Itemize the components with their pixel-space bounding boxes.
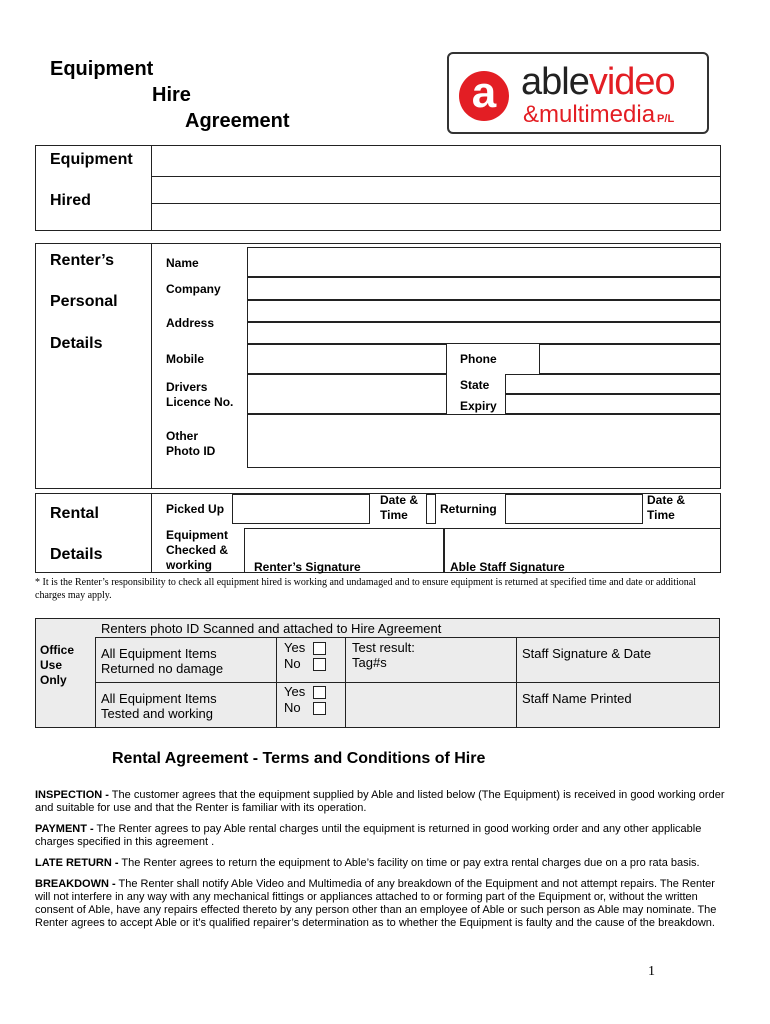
- renter-label: Renter’s: [50, 252, 115, 269]
- staff-signature-label: Able Staff Signature: [450, 560, 565, 574]
- phone-label: Phone: [460, 352, 497, 366]
- returned-no-checkbox[interactable]: [313, 658, 326, 671]
- returning-field[interactable]: [505, 494, 643, 524]
- state-label: State: [460, 378, 490, 392]
- company-label: Company: [166, 282, 221, 296]
- tested-yes-checkbox[interactable]: [313, 686, 326, 699]
- return-date-time-label: [647, 493, 685, 523]
- logo-mark: a: [459, 71, 509, 121]
- pickup-date-field[interactable]: [426, 494, 436, 524]
- other-photo-id-field[interactable]: [247, 414, 721, 468]
- terms-breakdown: [35, 878, 725, 930]
- personal-label: Personal: [50, 293, 118, 310]
- checked-line-2: Checked &: [166, 543, 229, 557]
- logo-word-able: able: [521, 61, 589, 103]
- responsibility-note: * It is the Renter’s responsibility to check all equipment hired is working and undamaged and to ensure equipment is returned at specified time and date or additional charges may apply.: [35, 577, 697, 601]
- address-field-1[interactable]: [247, 300, 721, 322]
- office-label-line-1: Office: [40, 643, 75, 657]
- logo-subtext: [523, 102, 674, 132]
- breakdown-text: The Renter shall notify Able Video and Multimedia of any breakdown of the Equipment and not attempt repairs. The Renter will not interfere in any way with any mechanical fittings or appliances attached to or forming part of the Equipment or, without the written consent of Able, have any repairs effected thereto by any person other than an employee of Able or such person as Able may nominate. The Renter agrees to accept Able or it’s qualified repairer’s determination as to whether the Equipment is faulty and the cause of the breakdown.: [35, 878, 717, 929]
- test-result-line-1: Test result:: [352, 640, 415, 655]
- returning-label: Returning: [440, 502, 497, 516]
- company-field[interactable]: [247, 277, 721, 300]
- other-label-line-1: Other: [166, 429, 199, 443]
- returned-yes-label: Yes: [284, 640, 306, 655]
- tested-no-label: No: [284, 700, 301, 715]
- returned-no-label: No: [284, 656, 301, 671]
- payment-text: The Renter agrees to pay Able rental charges until the equipment is returned in good working order and any other applicable charges specified in this agreement .: [35, 823, 702, 848]
- phone-field[interactable]: [539, 344, 721, 374]
- tested-line-1: All Equipment Items: [101, 691, 217, 706]
- other-label-line-2: Photo ID: [166, 444, 216, 458]
- title-line-3: Agreement: [185, 110, 290, 132]
- name-label: Name: [166, 256, 199, 270]
- returned-yes-no: [284, 640, 326, 672]
- picked-up-label: Picked Up: [166, 502, 225, 516]
- tested-yes-no: [284, 684, 326, 716]
- staff-name-printed-label: Staff Name Printed: [522, 691, 632, 706]
- page-number: 1: [648, 964, 655, 979]
- tested-line-2: Tested and working: [101, 706, 214, 721]
- returned-line-1: All Equipment Items: [101, 646, 217, 661]
- rental-details-label: Details: [50, 546, 103, 563]
- office-label-line-3: Only: [40, 673, 67, 687]
- drivers-licence-label: [166, 380, 233, 410]
- tested-yes-label: Yes: [284, 684, 306, 699]
- checked-line-3: working: [166, 558, 213, 572]
- title-line-2: Hire: [152, 84, 191, 106]
- rental-label: Rental: [50, 505, 99, 522]
- drivers-licence-field[interactable]: [247, 374, 447, 414]
- drivers-label-line-1: Drivers: [166, 380, 208, 394]
- mobile-field[interactable]: [247, 344, 447, 374]
- late-return-text: The Renter agrees to return the equipment to Able’s facility on time or pay extra rental charges due on a pro rata basis.: [118, 857, 700, 869]
- terms-heading: Rental Agreement - Terms and Conditions of Hire: [112, 750, 486, 767]
- test-result-label: [352, 640, 415, 670]
- equipment-field-3[interactable]: [152, 204, 720, 230]
- test-result-line-2: Tag#s: [352, 655, 387, 670]
- renter-signature-label: Renter’s Signature: [254, 560, 361, 574]
- title-line-1: Equipment: [50, 58, 154, 80]
- logo-wordmark: [521, 62, 675, 102]
- returned-line-2: Returned no damage: [101, 661, 224, 676]
- photo-scanned-label: Renters photo ID Scanned and attached to Hire Agreement: [101, 621, 442, 636]
- equipment-checked-label: [166, 528, 228, 573]
- address-field-2[interactable]: [247, 322, 721, 344]
- pickup-date-label: Date &: [380, 493, 419, 507]
- office-use-label: [40, 643, 74, 688]
- equipment-field-1[interactable]: [152, 146, 720, 176]
- expiry-field[interactable]: [505, 394, 721, 414]
- expiry-label: Expiry: [460, 399, 497, 413]
- office-label-line-2: Use: [40, 658, 63, 672]
- name-field[interactable]: [247, 247, 721, 277]
- return-date-label: Date &: [647, 493, 686, 507]
- tested-working-label: [101, 691, 217, 721]
- pickup-time-label: Time: [380, 508, 408, 522]
- tested-no-checkbox[interactable]: [313, 702, 326, 715]
- returned-no-damage-label: [101, 646, 223, 676]
- terms-body: [35, 789, 725, 938]
- details-label: Details: [50, 335, 103, 352]
- inspection-text: The customer agrees that the equipment supplied by Able and listed below (The Equipment) is received in good working order and suitable for use and that the Renter is familiar with its operation.: [35, 789, 725, 814]
- drivers-label-line-2: Licence No.: [166, 395, 234, 409]
- terms-payment: [35, 823, 725, 849]
- inspection-heading: INSPECTION -: [35, 789, 109, 801]
- terms-inspection: [35, 789, 725, 815]
- checked-line-1: Equipment: [166, 528, 228, 542]
- return-time-label: Time: [647, 508, 675, 522]
- picked-up-field[interactable]: [232, 494, 370, 524]
- pickup-date-time-label: [380, 493, 418, 523]
- state-field[interactable]: [505, 374, 721, 394]
- staff-signature-date-label: Staff Signature & Date: [522, 646, 652, 661]
- hired-label: Hired: [50, 192, 91, 209]
- logo-word-multimedia: &multimedia: [523, 101, 656, 128]
- company-logo: [447, 52, 709, 134]
- returned-yes-checkbox[interactable]: [313, 642, 326, 655]
- other-photo-id-label: [166, 429, 215, 459]
- terms-late-return: [35, 857, 725, 870]
- equipment-label: Equipment: [50, 151, 133, 168]
- mobile-label: Mobile: [166, 352, 204, 366]
- logo-word-video: video: [588, 61, 675, 103]
- late-return-heading: LATE RETURN -: [35, 857, 119, 869]
- equipment-field-2[interactable]: [152, 177, 720, 203]
- breakdown-heading: BREAKDOWN -: [35, 878, 116, 890]
- address-label: Address: [166, 316, 215, 330]
- payment-heading: PAYMENT -: [35, 823, 94, 835]
- logo-word-pl: P/L: [657, 113, 675, 125]
